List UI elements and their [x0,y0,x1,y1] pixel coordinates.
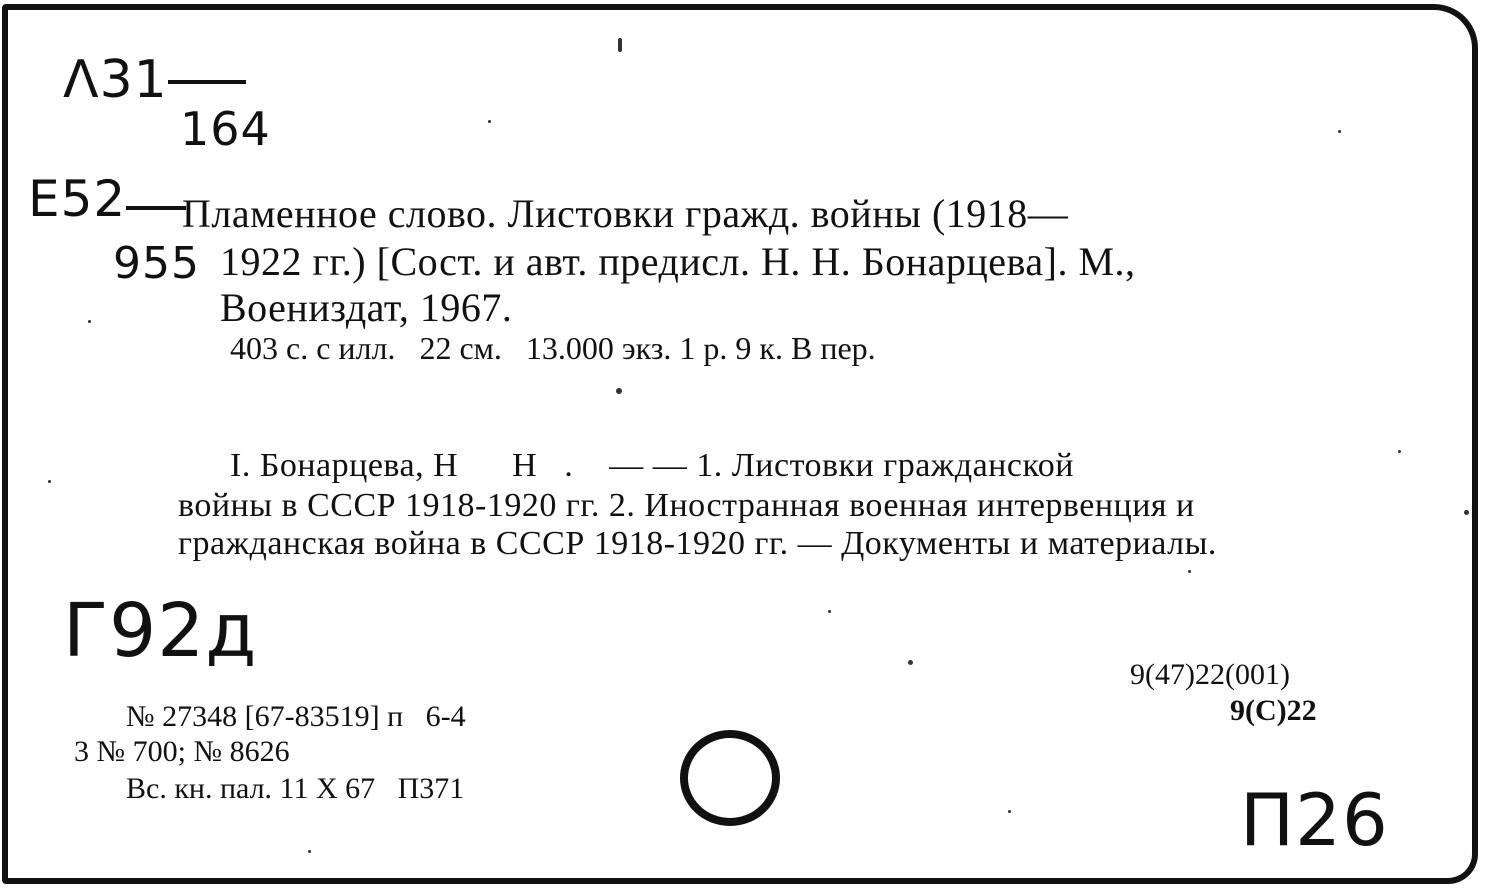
speck [618,38,622,52]
speck [48,480,51,483]
speck [1398,450,1401,453]
handwritten-shelf-mark [63,50,168,110]
subject-line-2: войны в СССР 1918-1920 гг. 2. Иностранная военная интервенция и [178,487,1195,524]
punch-hole-circle [668,720,788,840]
cutter-code-bottom [113,238,200,289]
speck [908,660,913,665]
cutter-code-top-text: E52 [28,170,127,228]
imprint-line-3: Вс. кн. пал. 11 X 67 П371 [126,772,465,805]
physical-description: 403 с. с илл. 22 см. 13.000 экз. 1 р. 9 к. В пер. [230,330,876,366]
handwritten-shelf-g-text: Г92д [63,588,258,674]
entry-line-1: Пламенное слово. Листовки гражд. войны (1918— [182,191,1069,236]
shelf-mark-fraction [180,102,271,156]
cutter-code-bottom-text: 955 [113,238,200,289]
speck [1464,510,1469,515]
cutter-dash [126,206,186,210]
handwritten-shelf-g [63,588,257,674]
catalog-card [2,4,1478,884]
shelf-mark-fraction-text: 164 [180,102,271,156]
entry-line-3: Воениздат, 1967. [220,285,513,330]
speck [828,610,831,613]
speck [616,388,622,394]
handwritten-number [1240,778,1389,862]
speck [308,850,311,853]
imprint-line-2: 3 № 700; № 8626 [74,735,290,768]
speck [1188,570,1191,573]
shelf-mark-top: Λ31 [63,50,168,110]
handwritten-number-text: П26 [1240,778,1389,862]
speck [88,320,91,323]
fraction-bar [168,80,246,84]
subject-line-1: I. Бонарцева, Н Н . — — 1. Листовки гражданской [230,447,1074,484]
classification-line-2: 9(С)22 [1230,694,1317,727]
classification-line-1: 9(47)22(001) [1130,658,1290,691]
entry-line-2: 1922 гг.) [Сост. и авт. предисл. Н. Н. Бонарцева]. М., [220,239,1136,284]
speck [1338,130,1341,133]
speck [1008,810,1011,813]
speck [488,120,491,123]
imprint-line-1: № 27348 [67-83519] п 6-4 [126,700,466,733]
cutter-code-top [28,170,126,228]
subject-line-3: гражданская война в СССР 1918-1920 гг. — Документы и материалы. [178,525,1217,562]
